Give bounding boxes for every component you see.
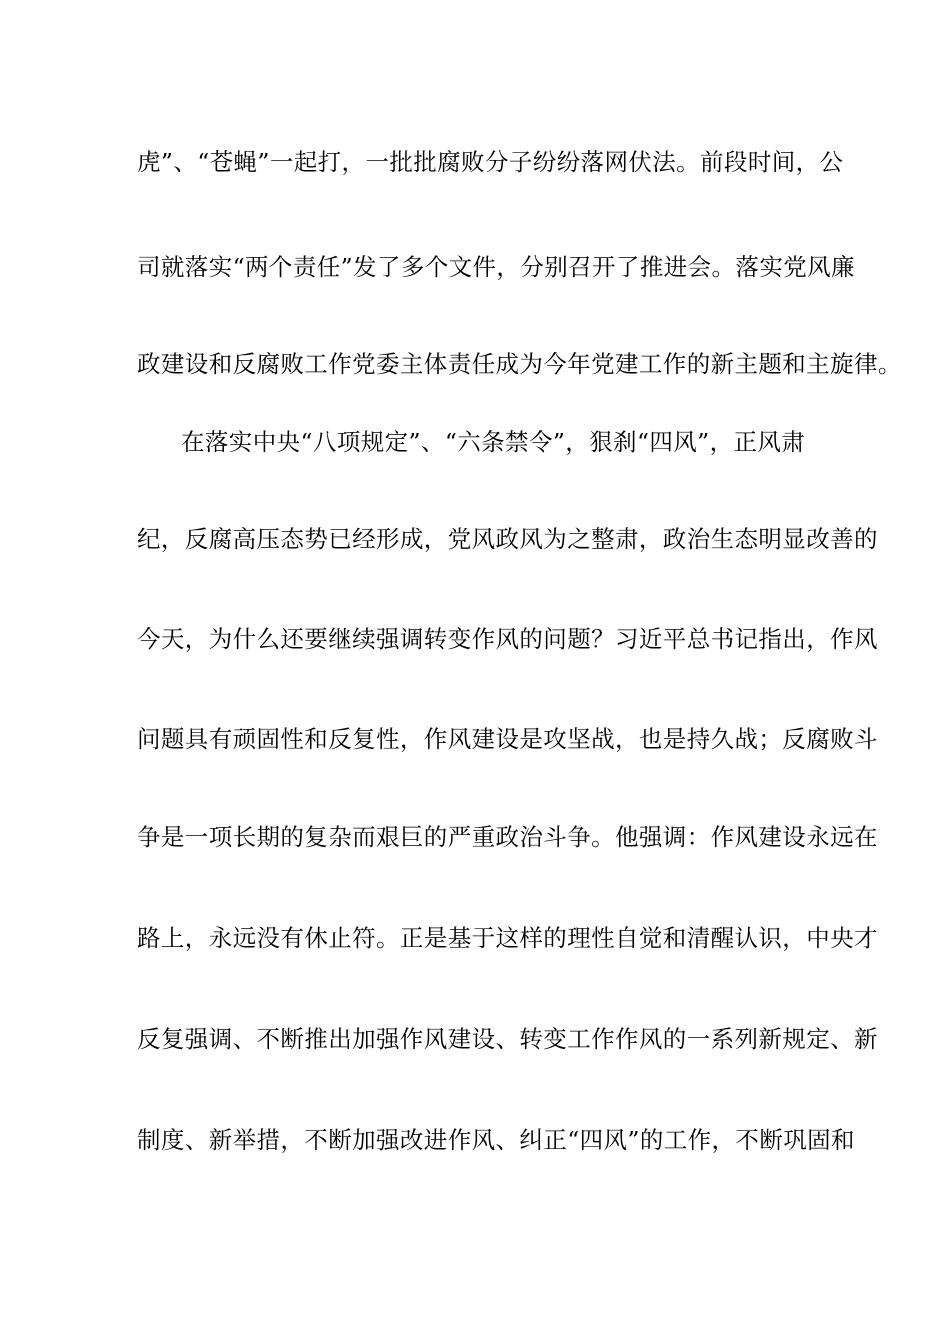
paragraph-line: 今天，为什么还要继续强调转变作风的问题？习近平总书记指出，作风 — [137, 625, 878, 653]
paragraph-line: 政建设和反腐败工作党委主体责任成为今年党建工作的新主题和主旋律。 — [137, 350, 902, 378]
paragraph-line: 制度、新举措，不断加强改进作风、纠正“四风”的工作，不断巩固和 — [137, 1126, 855, 1154]
paragraph-line: 虎”、“苍蝇”一起打，一批批腐败分子纷纷落网伏法。前段时间，公 — [137, 148, 844, 176]
paragraph-line: 司就落实“两个责任”发了多个文件，分别召开了推进会。落实党风廉 — [137, 253, 855, 281]
paragraph-line: 纪，反腐高压态势已经形成，党风政风为之整肃，政治生态明显改善的 — [137, 525, 878, 553]
paragraph-line: 路上，永远没有休止符。正是基于这样的理性自觉和清醒认识，中央才 — [137, 924, 878, 952]
paragraph-line: 反复强调、不断推出加强作风建设、转变工作作风的一系列新规定、新 — [137, 1025, 878, 1053]
paragraph-line: 争是一项长期的复杂而艰巨的严重政治斗争。他强调：作风建设永远在 — [137, 823, 878, 851]
paragraph-line: 问题具有顽固性和反复性，作风建设是攻坚战，也是持久战；反腐败斗 — [137, 725, 878, 753]
paragraph-line-indented: 在落实中央“八项规定”、“六条禁令”，狠刹“四风”，正风肃 — [181, 428, 806, 456]
